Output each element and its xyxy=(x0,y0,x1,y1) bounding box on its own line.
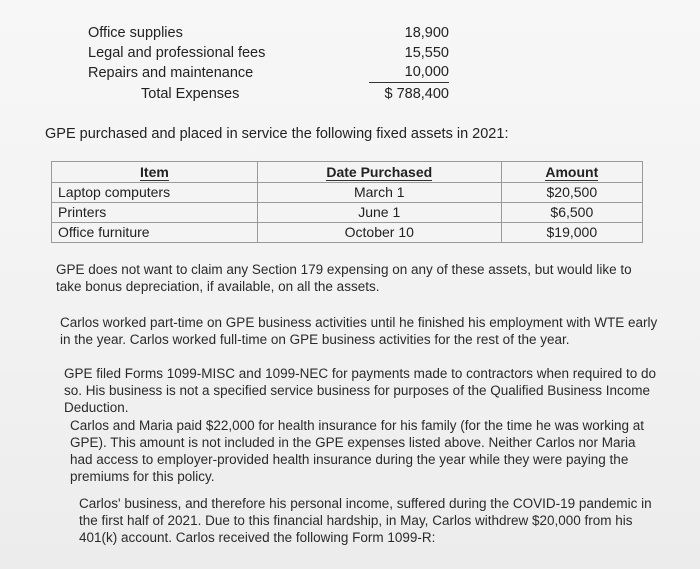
table-header-row xyxy=(52,162,643,183)
cell-item: Office furniture xyxy=(52,223,258,243)
total-expenses-label: Total Expenses xyxy=(141,86,240,102)
paragraph-covid-withdrawal: Carlos' business, and therefore his personal income, suffered during the COVID-19 pandemic in the first half of 2021. Due to this financial hardship, in May, Carlos withdrew $20,000 from his 401(k) account. Carlos received the following Form 1099-R: xyxy=(79,496,652,545)
table-row xyxy=(52,203,643,223)
expense-amount-repairs: 10,000 xyxy=(369,64,449,83)
header-amount: Amount xyxy=(501,162,642,183)
paragraph-1099-forms: GPE filed Forms 1099-MISC and 1099-NEC for payments made to contractors when required to do so. His business is not a specified service business for purposes of the Qualified Business Income Deduction. xyxy=(64,366,657,415)
table-row xyxy=(52,223,643,243)
cell-item: Laptop computers xyxy=(52,183,258,203)
cell-amount: $6,500 xyxy=(501,203,642,223)
expense-amount-office-supplies: 18,900 xyxy=(404,25,449,41)
total-expenses-amount: $ 788,400 xyxy=(384,86,449,102)
cell-date: June 1 xyxy=(257,203,501,223)
paragraph-section-179: GPE does not want to claim any Section 179 expensing on any of these assets, but would like to take bonus depreciation, if available, on all the assets. xyxy=(56,262,632,294)
cell-amount: $20,500 xyxy=(501,183,642,203)
expense-label-office-supplies: Office supplies xyxy=(88,25,183,41)
cell-date: March 1 xyxy=(257,183,501,203)
expense-label-repairs: Repairs and maintenance xyxy=(88,65,254,81)
cell-item: Printers xyxy=(52,203,258,223)
header-item: Item xyxy=(52,162,258,183)
paragraph-health-insurance: Carlos and Maria paid $22,000 for health insurance for his family (for the time he was working at GPE). This amount is not included in the GPE expenses listed above. Neither Carlos nor Maria had access to employer-provided health insurance during the year while they were paying the premiums for this policy. xyxy=(70,418,645,484)
cell-date: October 10 xyxy=(257,223,501,243)
expense-label-legal-fees: Legal and professional fees xyxy=(88,45,266,61)
expense-amount-legal-fees: 15,550 xyxy=(404,45,449,61)
assets-intro: GPE purchased and placed in service the following fixed assets in 2021: xyxy=(45,126,509,142)
cell-amount: $19,000 xyxy=(501,223,642,243)
fixed-assets-table xyxy=(51,161,643,243)
header-date-purchased: Date Purchased xyxy=(257,162,501,183)
paragraph-carlos-employment: Carlos worked part-time on GPE business activities until he finished his employment with WTE early in the year. Carlos worked full-time on GPE business activities for the rest of the year. xyxy=(60,315,658,347)
table-row xyxy=(52,183,643,203)
